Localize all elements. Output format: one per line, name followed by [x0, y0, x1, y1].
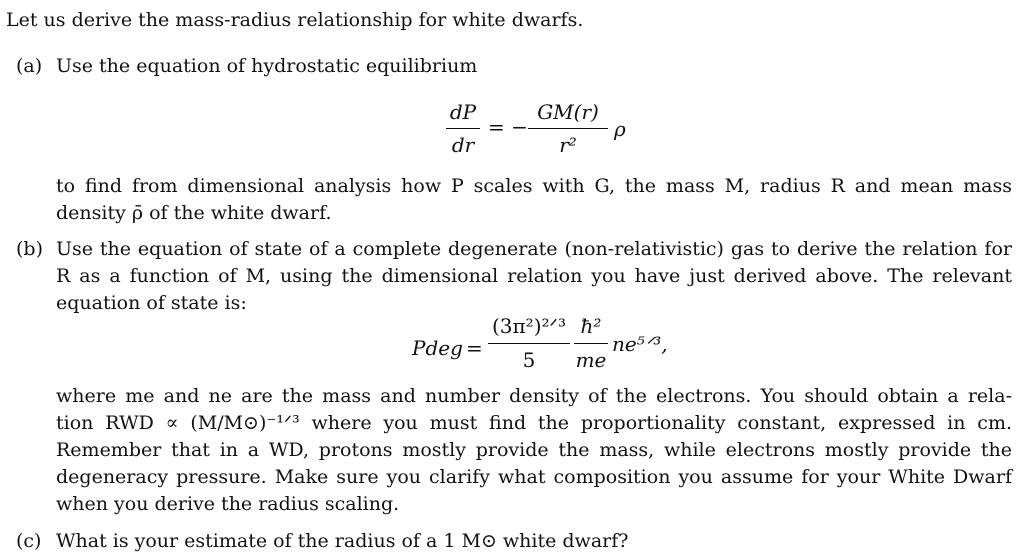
- part-b-label: (b): [16, 238, 43, 260]
- part-a-line1: Use the equation of hydrostatic equilibrium: [56, 55, 478, 77]
- eq-b-den1: 5: [522, 348, 536, 372]
- eq-b-bar2: [574, 343, 608, 344]
- part-c-text: What is your estimate of the radius of a 1 M⊙ white dwarf?: [56, 530, 629, 552]
- eq-a-lhs-den: dr: [451, 133, 475, 157]
- part-b-line2: R as a function of M, using the dimensional relation you have just derived above. The relevant: [56, 265, 1012, 287]
- eq-a-rho: ρ: [614, 117, 626, 141]
- eq-a-rhs-den: r²: [559, 133, 577, 157]
- eq-b-den2: me: [575, 348, 607, 372]
- eq-b-bar1: [488, 343, 570, 344]
- eq-a-rhs-bar: [528, 128, 608, 129]
- eq-b-lhs: Pdeg: [412, 336, 463, 360]
- part-b-p4: degeneracy pressure. Make sure you clarify what composition you assume for your White Dwarf: [56, 466, 1012, 488]
- part-b-p1: where me and ne are the mass and number density of the electrons. You should obtain a rela-: [56, 385, 1012, 407]
- part-a-text1: to find from dimensional analysis how P scales with G, the mass M, radius R and mean mass: [56, 175, 1012, 197]
- eq-a-lhs-bar: [446, 128, 480, 129]
- part-a-text2: density ρ̄ of the white dwarf.: [56, 202, 332, 224]
- eq-a-rhs-num: GM(r): [537, 100, 599, 124]
- part-b-line1: Use the equation of state of a complete degenerate (non-relativistic) gas to derive the relation for: [56, 238, 1012, 260]
- part-b-line3: equation of state is:: [56, 292, 247, 314]
- eq-a-lhs-num: dP: [449, 100, 477, 124]
- eq-b-tail: ne⁵ᐟ³,: [612, 332, 668, 356]
- part-c-label: (c): [16, 530, 42, 552]
- eq-b-num2: ħ²: [580, 314, 602, 338]
- part-a-label: (a): [16, 55, 43, 77]
- intro-text: Let us derive the mass-radius relationship for white dwarfs.: [6, 9, 584, 31]
- part-b-p3: Remember that in a WD, protons mostly provide the mass, while electrons mostly provide the: [56, 439, 1012, 461]
- part-b-p5: when you derive the radius scaling.: [56, 493, 400, 515]
- part-b-p2: tion RWD ∝ (M/M⊙)⁻¹ᐟ³ where you must find the proportionality constant, expressed in cm.: [56, 412, 1012, 434]
- eq-b-num1: (3π²)²ᐟ³: [492, 314, 566, 338]
- eq-a-equals: = −: [488, 115, 528, 139]
- eq-b-equals: =: [466, 336, 483, 360]
